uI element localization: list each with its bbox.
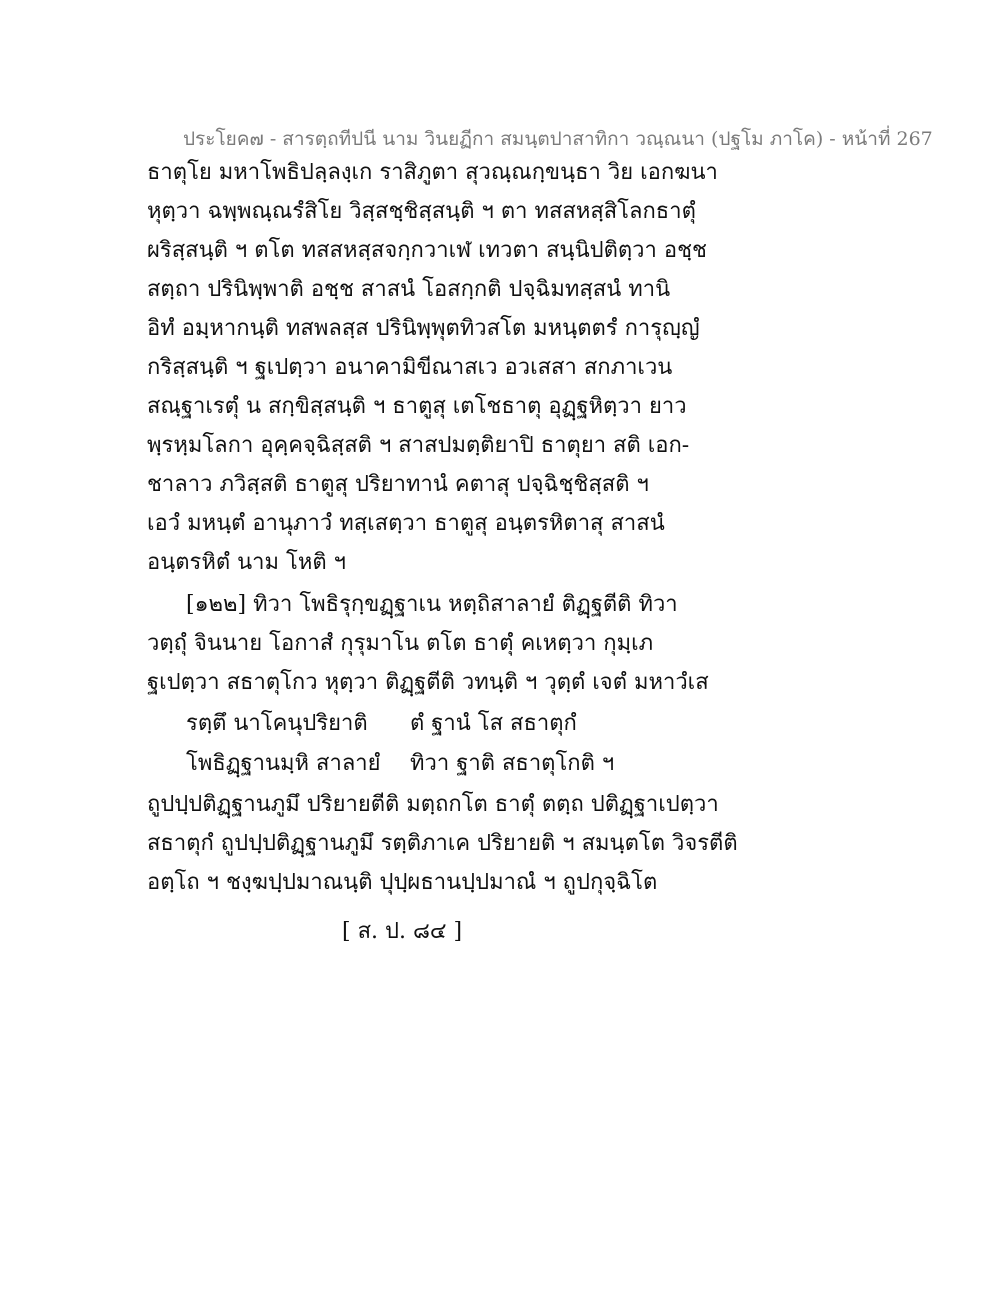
paragraph-122-line-1: [๑๒๒] ทิวา โพธิรุกฺขฏฺฐาเน หตฺถิสาลายํ ติฏฺฐตีติ ทิวา xyxy=(186,592,678,617)
body-line-1: ธาตุโย มหาโพธิปลฺลงฺเก ราสิภูตา สุวณฺณกฺขนฺธา วิย เอกฆนา xyxy=(147,160,718,185)
body-line-9: ชาลาว ภวิสฺสติ ธาตูสุ ปริยาทานํ คตาสุ ปจฺฉิชฺชิสฺสติ ฯ xyxy=(147,472,649,497)
after-verse-line-2: สธาตุกํ ถูปปฺปติฏฺฐานภูมึ รตฺติภาเค ปริยายติ ฯ สมนฺตโต วิจรตีติ xyxy=(147,831,738,856)
page-header: ประโยค๗ - สารตฺถทีปนี นาม วินยฏีกา สมนฺตปาสาทิกา วณฺณนา (ปฐโม ภาโค) - หน้าที่ 267 xyxy=(183,128,933,150)
body-line-10: เอวํ มหนฺตํ อานุภาวํ ทสฺเสตฺวา ธาตูสุ อนฺตรหิตาสุ สาสนํ xyxy=(147,511,665,536)
body-line-5: อิทํ อมฺหากนฺติ ทสพลสฺส ปรินิพฺพุตทิวสโต มหนฺตตรํ การุญฺญํ xyxy=(147,316,700,341)
verse-line-1-left: รตฺตึ นาโคนุปริยาติ xyxy=(186,711,368,736)
body-line-8: พฺรหฺมโลกา อุคฺคจฺฉิสฺสติ ฯ สาสปมตฺติยาปิ ธาตุยา สติ เอก- xyxy=(147,433,690,458)
body-line-6: กริสฺสนฺติ ฯ ฐเปตฺวา อนาคามิขีณาสเว อวเสสา สกภาเวน xyxy=(147,355,673,380)
verse-line-1-right: ตํ ฐานํ โส สธาตุกํ xyxy=(410,711,577,736)
verse-line-2-right: ทิวา ฐาติ สธาตุโกติ ฯ xyxy=(410,751,615,776)
after-verse-line-3: อตฺโถ ฯ ชงฺฆปฺปมาณนฺติ ปุปฺผธานปฺปมาณํ ฯ ถูปกุจฺฉิโต xyxy=(147,870,658,895)
body-line-11: อนฺตรหิตํ นาม โหติ ฯ xyxy=(147,550,346,575)
paragraph-122-line-2: วตฺถุํ จินนาย โอกาสํ กุรุมาโน ตโต ธาตุํ คเหตฺวา กุมฺเภ xyxy=(147,631,654,656)
body-line-4: สตฺถา ปรินิพฺพาติ อชฺช สาสนํ โอสกฺกติ ปจฺฉิมทสฺสนํ ทานิ xyxy=(147,277,671,302)
paragraph-122-line-3: ฐเปตฺวา สธาตุโกว หุตฺวา ติฏฺฐตีติ วทนฺติ ฯ วุตฺตํ เจตํ มหาวํเส xyxy=(147,670,709,695)
body-line-3: ผริสฺสนฺติ ฯ ตโต ทสสหสฺสจกฺกวาเฬ เทวตา สนฺนิปติตฺวา อชฺช xyxy=(147,238,707,263)
page-reference: [ ส. ป. ๘๔ ] xyxy=(342,919,463,944)
after-verse-line-1: ถูปปฺปติฏฺฐานภูมึ ปริยายตีติ มตฺถกโต ธาตุํ ตตฺถ ปติฏฺฐาเปตฺวา xyxy=(147,792,719,817)
verse-line-2-left: โพธิฏฺฐานมฺหิ สาลายํ xyxy=(186,751,381,776)
body-line-2: หุตฺวา ฉพฺพณฺณรํสิโย วิสฺสชฺชิสฺสนฺติ ฯ ตา ทสสหสฺสิโลกธาตุํ xyxy=(147,199,696,224)
body-line-7: สณฺฐาเรตุํ น สกฺขิสฺสนฺติ ฯ ธาตูสุ เตโชธาตุ อุฏฺฐหิตฺวา ยาว xyxy=(147,394,687,419)
